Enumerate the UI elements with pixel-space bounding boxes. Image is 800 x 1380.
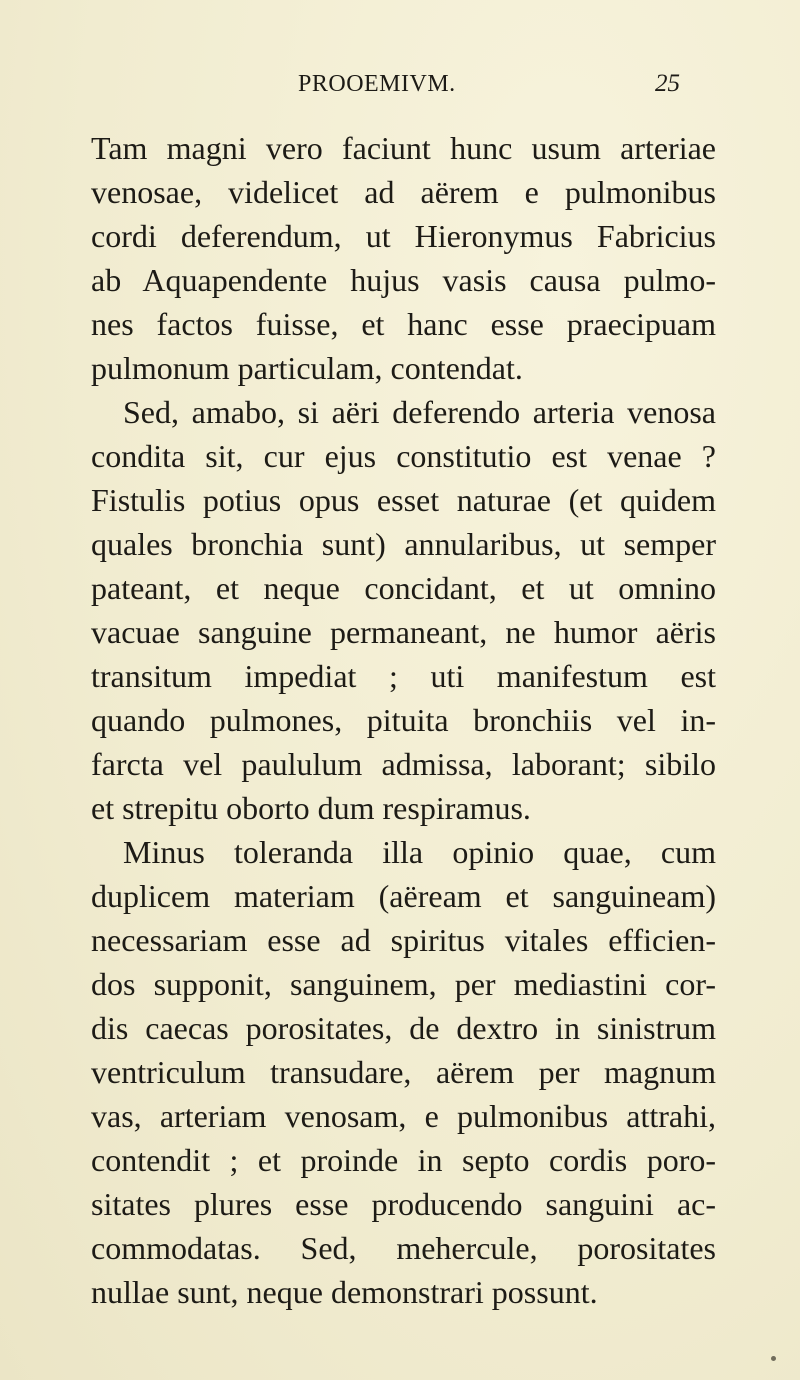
text-line: nullae sunt, neque demonstrari possunt. — [91, 1274, 598, 1310]
body-text — [91, 126, 716, 1314]
text-line: pulmonum particulam, contendat. — [91, 350, 523, 386]
text-line: Fistulis potius opus esset naturae (et quidem — [91, 482, 716, 518]
text-line: contendit ; et proinde in septo cordis poro- — [91, 1142, 716, 1178]
text-line: vas, arteriam venosam, e pulmonibus attrahi, — [91, 1098, 716, 1134]
text-line: vacuae sanguine permaneant, ne humor aëris — [91, 614, 716, 650]
text-line: venosae, videlicet ad aërem e pulmonibus — [91, 174, 716, 210]
text-line: sitates plures esse producendo sanguini ac- — [91, 1186, 716, 1222]
page-number: 25 — [655, 70, 680, 97]
text-line: farcta vel paululum admissa, laborant; sibilo — [91, 746, 716, 782]
text-line: quando pulmones, pituita bronchiis vel in- — [91, 702, 716, 738]
text-line: nes factos fuisse, et hanc esse praecipuam — [91, 306, 716, 342]
text-line: ventriculum transudare, aërem per magnum — [91, 1054, 716, 1090]
text-line: quales bronchia sunt) annularibus, ut semper — [91, 526, 716, 562]
text-line: commodatas. Sed, mehercule, porositates — [91, 1230, 716, 1266]
paragraph-start-line: Sed, amabo, si aëri deferendo arteria venosa — [123, 394, 716, 430]
text-line: necessariam esse ad spiritus vitales efficien- — [91, 922, 716, 958]
text-line: cordi deferendum, ut Hieronymus Fabricius — [91, 218, 716, 254]
text-line: ab Aquapendente hujus vasis causa pulmo- — [91, 262, 716, 298]
running-title: PROOEMIVM. — [298, 71, 456, 97]
text-line: pateant, et neque concidant, et ut omnino — [91, 570, 716, 606]
text-line: duplicem materiam (aëream et sanguineam) — [91, 878, 716, 914]
text-line: et strepitu oborto dum respiramus. — [91, 790, 531, 826]
text-line: dis caecas porositates, de dextro in sinistrum — [91, 1010, 716, 1046]
paper-speck — [771, 1356, 776, 1361]
paragraph-start-line: Minus toleranda illa opinio quae, cum — [123, 834, 716, 870]
running-head — [0, 64, 800, 104]
text-line: dos supponit, sanguinem, per mediastini cor- — [91, 966, 716, 1002]
text-line: Tam magni vero faciunt hunc usum arteriae — [91, 130, 716, 166]
text-line: condita sit, cur ejus constitutio est venae ? — [91, 438, 716, 474]
text-line: transitum impediat ; uti manifestum est — [91, 658, 716, 694]
